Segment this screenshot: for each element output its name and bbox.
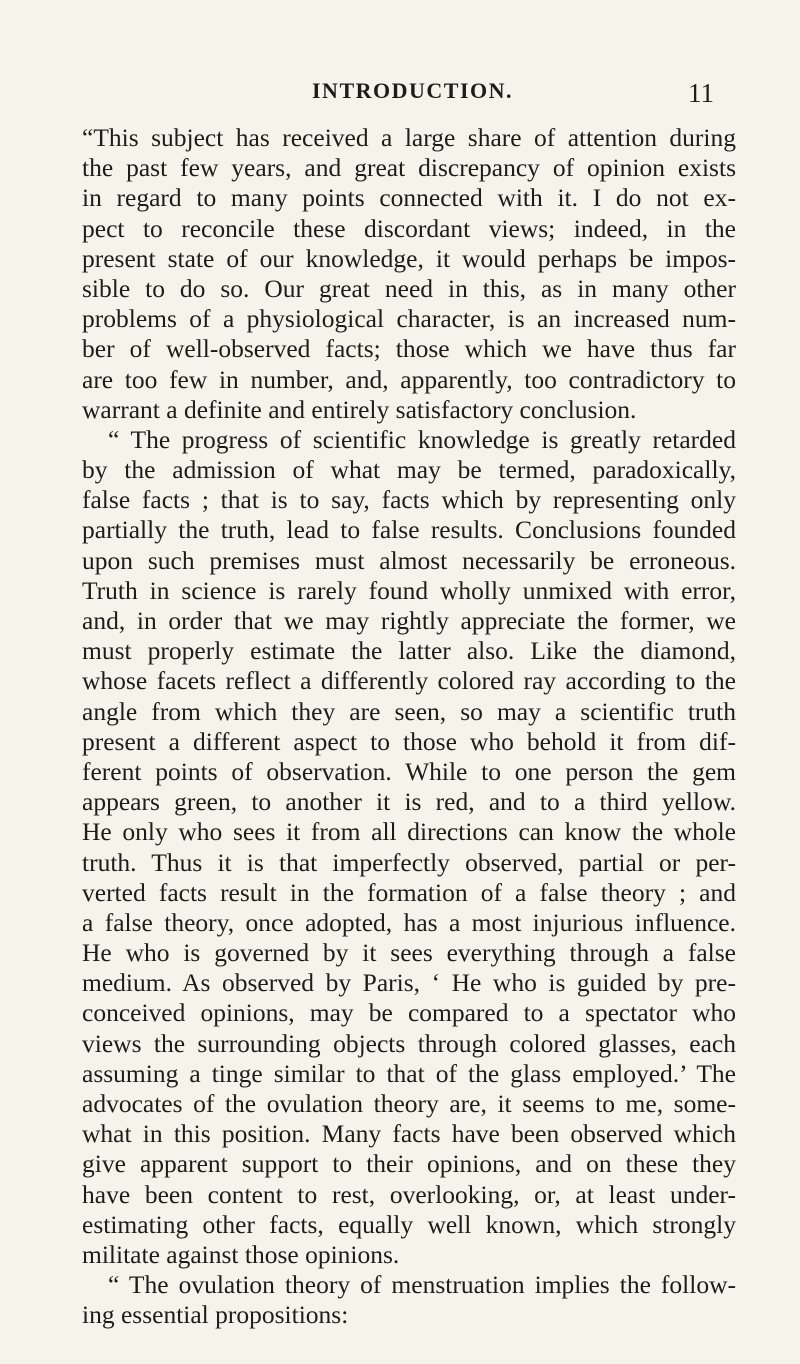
text-line: “ The progress of scientific knowledge is greatly retarded <box>108 424 736 454</box>
text-line: present a different aspect to those who behold it from dif- <box>82 726 736 756</box>
text-line: views the surrounding objects through colored glasses, each <box>82 1028 736 1058</box>
page-number: 11 <box>688 78 714 108</box>
text-line: by the admission of what may be termed, paradoxically, <box>82 455 736 485</box>
text-line: and, in order that we may rightly appreciate the former, we <box>82 606 736 635</box>
text-line: sible to do so. Our great need in this, as in many other <box>82 273 736 303</box>
running-title: INTRODUCTION. <box>312 78 514 103</box>
text-line: militate against those opinions. <box>82 1239 400 1269</box>
text-line: must properly estimate the latter also. Like the diamond, <box>82 636 736 666</box>
body-text <box>82 123 736 1331</box>
text-line: advocates of the ovulation theory are, it seems to me, some- <box>82 1089 736 1118</box>
text-line: partially the truth, lead to false results. Conclusions founded <box>82 515 736 545</box>
text-line: pect to reconcile these discordant views; indeed, in the <box>82 213 736 243</box>
text-line: false facts ; that is to say, facts which by representing only <box>82 485 736 515</box>
text-line: present state of our knowledge, it would perhaps be impos- <box>82 243 736 273</box>
text-line: He only who sees it from all directions can know the whole <box>82 817 736 847</box>
text-line: what in this position. Many facts have been observed which <box>82 1119 736 1149</box>
text-line: ing essential propositions: <box>82 1300 349 1330</box>
text-line: give apparent support to their opinions, and on these they <box>82 1149 736 1179</box>
text-line: verted facts result in the formation of a false theory ; and <box>82 877 736 907</box>
text-line: angle from which they are seen, so may a scientific truth <box>82 696 736 726</box>
text-line: warrant a definite and entirely satisfactory conclusion. <box>82 394 637 424</box>
text-line: have been content to rest, overlooking, or, at least under- <box>82 1179 736 1209</box>
text-line: estimating other facts, equally well known, which strongly <box>82 1209 736 1239</box>
text-line: appears green, to another it is red, and to a third yellow. <box>82 787 736 817</box>
text-line: “ The ovulation theory of menstruation implies the follow- <box>108 1270 736 1300</box>
text-line: truth. Thus it is that imperfectly observed, partial or per- <box>82 847 736 877</box>
text-line: upon such premises must almost necessarily be erroneous. <box>82 545 736 575</box>
text-line: the past few years, and great discrepancy of opinion exists <box>82 153 736 183</box>
text-line: ber of well-observed facts; those which we have thus far <box>82 334 736 364</box>
text-line: assuming a tinge similar to that of the glass employed.’ The <box>82 1058 736 1088</box>
text-line: problems of a physiological character, is an increased num- <box>82 304 736 334</box>
text-line: in regard to many points connected with it. I do not ex- <box>82 183 736 213</box>
text-line: whose facets reflect a differently colored ray according to the <box>82 666 736 696</box>
running-head <box>0 78 800 112</box>
text-line: conceived opinions, may be compared to a spectator who <box>82 998 736 1028</box>
text-line: medium. As observed by Paris, ‘ He who is guided by pre- <box>82 968 736 998</box>
text-line: a false theory, once adopted, has a most injurious influence. <box>82 907 736 937</box>
text-line: He who is governed by it sees everything through a false <box>82 938 736 968</box>
text-line: “This subject has received a large share of attention during <box>82 123 736 152</box>
text-line: ferent points of observation. While to one person the gem <box>82 756 736 786</box>
text-line: Truth in science is rarely found wholly unmixed with error, <box>82 575 736 605</box>
text-line: are too few in number, and, apparently, too contradictory to <box>82 364 736 394</box>
